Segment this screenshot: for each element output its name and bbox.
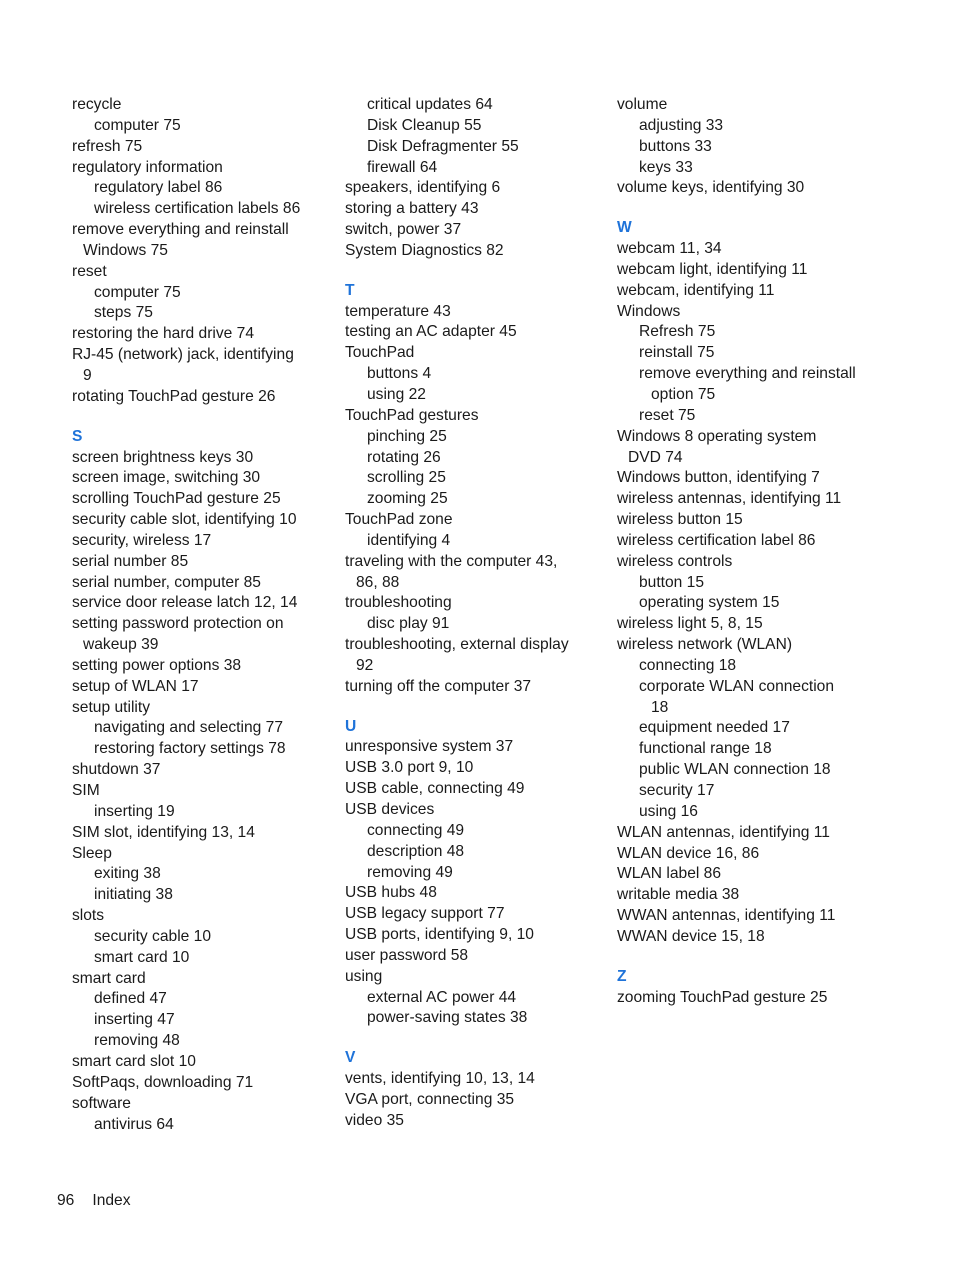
index-entry: USB ports, identifying 9, 10 (345, 926, 534, 944)
index-entry: wireless network (WLAN) (617, 636, 793, 654)
index-entry: Windows 8 operating system (617, 427, 817, 445)
index-subentry: corporate WLAN connection (639, 677, 835, 695)
index-subentry: navigating and selecting 77 (94, 719, 283, 737)
index-entry: security, wireless 17 (72, 531, 212, 549)
index-entry: temperature 43 (345, 302, 451, 320)
index-entry: wireless light 5, 8, 15 (617, 615, 763, 633)
index-subentry: using 22 (367, 385, 426, 403)
index-entry: setting power options 38 (72, 656, 242, 674)
index-entry: WLAN label 86 (617, 865, 722, 883)
index-entry: wireless certification label 86 (617, 531, 816, 549)
index-entry: scrolling TouchPad gesture 25 (72, 490, 281, 508)
index-entry: security cable slot, identifying 10 (72, 511, 297, 529)
index-entry: vents, identifying 10, 13, 14 (345, 1070, 535, 1088)
index-entry: wireless button 15 (617, 511, 743, 529)
index-entry: Windows (617, 302, 681, 320)
index-entry: traveling with the computer 43, (345, 552, 558, 570)
index-entry: service door release latch 12, 14 (72, 594, 298, 612)
index-subentry: restoring factory settings 78 (94, 740, 286, 758)
section-letter-heading: V (345, 1049, 356, 1067)
index-entry: storing a battery 43 (345, 200, 479, 218)
section-letter-heading: U (345, 717, 357, 735)
index-subentry: computer 75 (94, 116, 181, 134)
index-entry: TouchPad gestures (345, 406, 479, 424)
index-entry: wireless controls (617, 552, 733, 570)
index-subentry: public WLAN connection 18 (639, 761, 831, 779)
index-entry: WWAN antennas, identifying 11 (617, 907, 836, 925)
index-entry: SIM slot, identifying 13, 14 (72, 823, 255, 841)
index-entry: VGA port, connecting 35 (345, 1090, 515, 1108)
index-subentry: Disk Cleanup 55 (367, 116, 482, 134)
index-entry: 92 (356, 656, 374, 674)
index-subentry: functional range 18 (639, 740, 772, 758)
index-subentry: critical updates 64 (367, 96, 493, 113)
index-subentry: reset 75 (639, 406, 696, 424)
index-entry: slots (72, 907, 105, 925)
section-letter-heading: T (345, 281, 355, 299)
index-entry: setup utility (72, 698, 151, 716)
index-entry: speakers, identifying 6 (345, 179, 501, 197)
index-entry: recycle (72, 96, 122, 113)
index-subentry: power-saving states 38 (367, 1009, 528, 1027)
index-entry: wireless antennas, identifying 11 (617, 490, 842, 508)
section-letter-heading: W (617, 219, 632, 237)
index-entry: setting password protection on (72, 615, 284, 633)
index-entry: webcam 11, 34 (617, 240, 722, 258)
section-letter-heading: S (72, 427, 83, 445)
index-entry: shutdown 37 (72, 761, 161, 779)
index-column-3 (617, 95, 879, 1008)
index-entry: serial number, computer 85 (72, 573, 261, 591)
index-subentry: description 48 (367, 842, 465, 860)
index-entry: restoring the hard drive 74 (72, 325, 255, 343)
index-entry: Windows button, identifying 7 (617, 469, 820, 487)
index-entry: webcam light, identifying 11 (617, 260, 808, 278)
index-subentry: pinching 25 (367, 427, 447, 445)
index-entry: DVD 74 (628, 448, 683, 466)
index-subentry: disc play 91 (367, 615, 450, 633)
index-entry: testing an AC adapter 45 (345, 323, 517, 341)
index-entry: TouchPad zone (345, 511, 453, 529)
index-subentry: initiating 38 (94, 886, 173, 904)
index-subentry: zooming 25 (367, 490, 448, 508)
index-entry: USB devices (345, 801, 435, 818)
index-entry: USB hubs 48 (345, 884, 437, 902)
index-subentry: identifying 4 (367, 531, 451, 549)
index-entry: serial number 85 (72, 552, 189, 570)
index-subentry: antivirus 64 (94, 1115, 174, 1133)
index-subentry: option 75 (651, 385, 716, 403)
index-entry: smart card slot 10 (72, 1052, 196, 1070)
index-subentry: equipment needed 17 (639, 719, 790, 737)
index-entry: WLAN device 16, 86 (617, 844, 760, 862)
index-entry: Sleep (72, 844, 112, 862)
index-subentry: inserting 19 (94, 802, 175, 820)
index-subentry: scrolling 25 (367, 469, 446, 487)
index-subentry: removing 48 (94, 1032, 180, 1050)
index-entry: screen image, switching 30 (72, 469, 261, 487)
index-subentry: smart card 10 (94, 948, 190, 966)
index-subentry: wireless certification labels 86 (94, 200, 301, 218)
index-subentry: exiting 38 (94, 865, 161, 883)
index-subentry: using 16 (639, 802, 698, 820)
index-entry: USB cable, connecting 49 (345, 780, 525, 798)
index-subentry: buttons 4 (367, 365, 432, 383)
index-entry: SIM (72, 782, 100, 799)
index-column-1 (72, 95, 334, 1135)
index-entry: turning off the computer 37 (345, 677, 532, 695)
index-entry: user password 58 (345, 946, 469, 964)
index-entry: Windows 75 (83, 241, 168, 259)
index-entry: 86, 88 (356, 573, 400, 591)
index-subentry: steps 75 (94, 304, 153, 322)
index-entry: SoftPaqs, downloading 71 (72, 1073, 254, 1091)
index-subentry: adjusting 33 (639, 116, 724, 134)
index-entry: RJ-45 (network) jack, identifying (72, 346, 294, 364)
index-subentry: security 17 (639, 782, 715, 799)
index-subentry: computer 75 (94, 283, 181, 301)
footer-section-label: Index (92, 1192, 131, 1209)
index-entry: WWAN device 15, 18 (617, 927, 765, 945)
index-subentry: removing 49 (367, 863, 453, 881)
index-entry: software (72, 1094, 131, 1112)
index-subentry: regulatory label 86 (94, 179, 223, 197)
page-number: 96 (57, 1192, 75, 1209)
index-entry: screen brightness keys 30 (72, 448, 254, 466)
index-entry: refresh 75 (72, 137, 143, 155)
index-subentry: Disk Defragmenter 55 (367, 137, 519, 155)
index-subentry: reinstall 75 (639, 344, 715, 362)
index-entry: switch, power 37 (345, 221, 462, 239)
index-subentry: connecting 18 (639, 656, 737, 674)
index-subentry: keys 33 (639, 158, 693, 176)
index-subentry: Refresh 75 (639, 323, 716, 341)
index-subentry: 18 (651, 698, 669, 716)
index-entry: 9 (83, 366, 92, 384)
index-subentry: operating system 15 (639, 594, 780, 612)
index-entry: remove everything and reinstall (72, 221, 289, 239)
index-subentry: external AC power 44 (367, 988, 517, 1006)
index-entry: setup of WLAN 17 (72, 677, 199, 695)
section-letter-heading: Z (617, 967, 627, 985)
index-entry: smart card (72, 969, 146, 987)
index-subentry: button 15 (639, 573, 705, 591)
index-subentry: security cable 10 (94, 927, 212, 945)
index-entry: regulatory information (72, 158, 223, 176)
index-entry: webcam, identifying 11 (617, 281, 775, 299)
index-entry: troubleshooting, external display (345, 636, 569, 654)
page-footer (57, 1191, 149, 1211)
index-subentry: rotating 26 (367, 448, 441, 466)
index-entry: wakeup 39 (83, 636, 159, 654)
index-entry: video 35 (345, 1111, 404, 1129)
index-entry: WLAN antennas, identifying 11 (617, 823, 830, 841)
index-entry: USB legacy support 77 (345, 905, 505, 923)
index-entry: System Diagnostics 82 (345, 241, 504, 259)
index-entry: troubleshooting (345, 594, 452, 612)
index-entry: USB 3.0 port 9, 10 (345, 759, 474, 777)
index-subentry: defined 47 (94, 990, 167, 1008)
index-subentry: buttons 33 (639, 137, 712, 155)
index-entry: reset (72, 262, 107, 280)
index-subentry: remove everything and reinstall (639, 365, 856, 383)
index-entry: writable media 38 (617, 886, 740, 904)
index-entry: volume keys, identifying 30 (617, 179, 805, 197)
index-subentry: inserting 47 (94, 1011, 175, 1029)
index-column-2 (345, 95, 607, 1132)
index-entry: volume (617, 96, 668, 113)
index-subentry: firewall 64 (367, 158, 438, 176)
index-entry: zooming TouchPad gesture 25 (617, 988, 828, 1006)
index-entry: unresponsive system 37 (345, 738, 514, 756)
index-subentry: connecting 49 (367, 821, 465, 839)
index-entry: using (345, 967, 383, 985)
index-entry: TouchPad (345, 344, 415, 362)
index-entry: rotating TouchPad gesture 26 (72, 387, 276, 405)
